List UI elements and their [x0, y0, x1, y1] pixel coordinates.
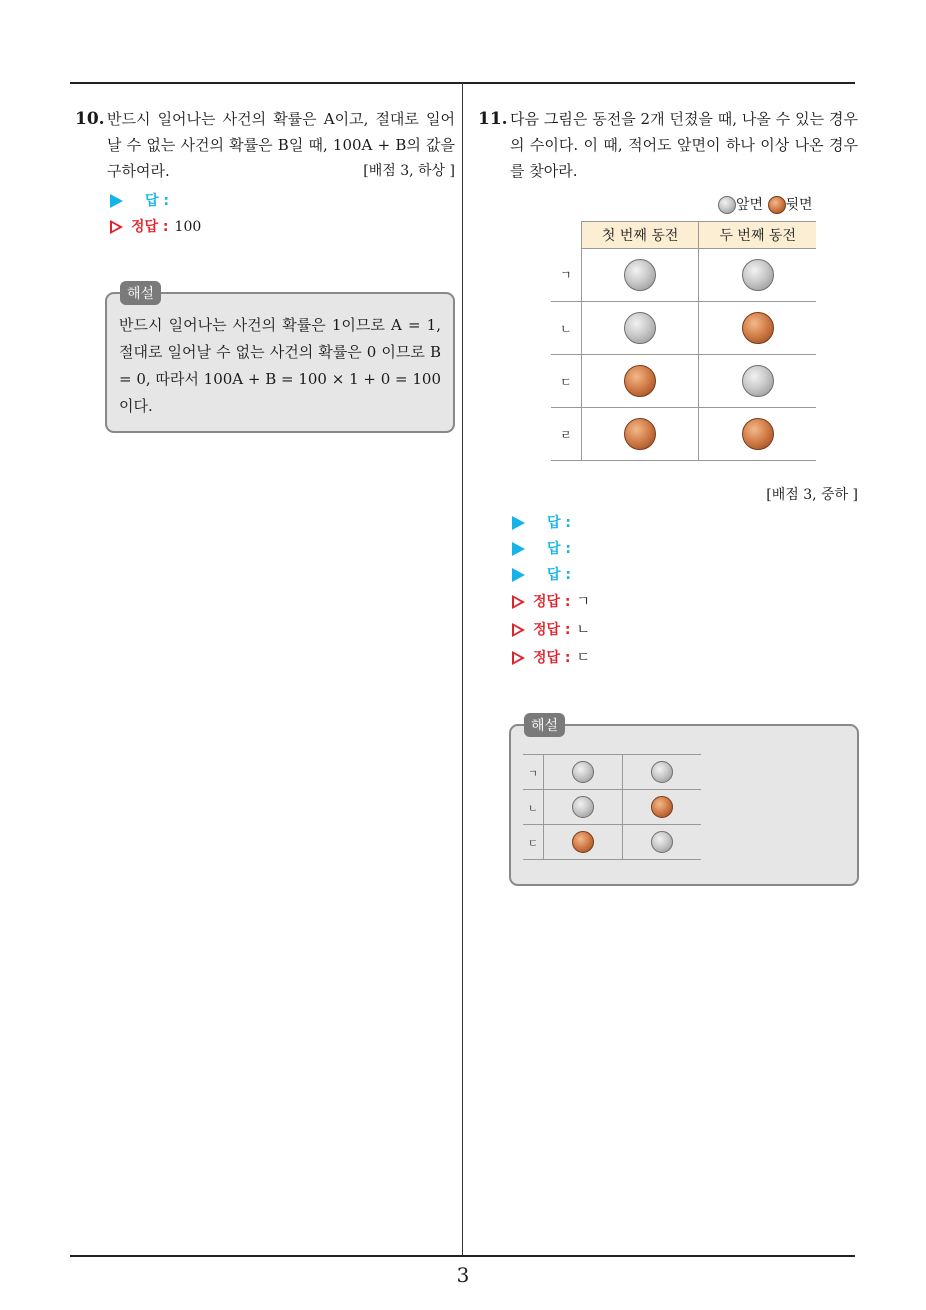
- coin-cell-first: [544, 755, 623, 790]
- play-icon: [110, 194, 123, 208]
- back-coin-icon: [651, 796, 673, 818]
- back-coin-icon: [624, 418, 656, 450]
- coin-cell-second: [699, 302, 816, 355]
- coin-cell-second: [699, 355, 816, 408]
- q11-explanation-box: [509, 724, 859, 886]
- explanation-tab: 해설: [524, 713, 565, 737]
- table-row: [523, 755, 701, 790]
- score-label: [배점 3, 중하 ]: [766, 487, 858, 503]
- row-label: ㄱ: [551, 249, 581, 302]
- front-coin-icon: [742, 259, 774, 291]
- correct-answer-line: 정답 : ㄴ: [512, 616, 852, 644]
- table-row: [551, 302, 816, 355]
- outline-triangle-icon: [512, 595, 525, 609]
- row-label: ㄱ: [523, 755, 544, 790]
- play-icon: [512, 568, 525, 582]
- table-row: [523, 825, 701, 860]
- q11-answer-area: [512, 510, 852, 672]
- coin-cell-second: [623, 755, 702, 790]
- explanation-tab: 해설: [120, 281, 161, 305]
- coin-cell-first: [544, 790, 623, 825]
- coin-legend: 앞면 뒷면: [718, 194, 813, 214]
- coin-cell-first: [581, 355, 699, 408]
- correct-answer-line: 정답 : 100: [110, 214, 450, 240]
- question-number: 10.: [75, 109, 105, 129]
- coin-cell-second: [699, 408, 816, 461]
- back-coin-icon: [742, 418, 774, 450]
- coin-cell-second: [699, 249, 816, 302]
- question-text: 다음 그림은 동전을 2개 던졌을 때, 나올 수 있는 경우의 수이다. 이 때, 적어도 앞면이 하나 이상 나온 경우를 찾아라.: [510, 110, 858, 180]
- answer-line[interactable]: 답 :: [110, 188, 450, 214]
- coin-cell-first: [581, 408, 699, 461]
- back-coin-icon: [768, 196, 786, 214]
- table-header-second: 두 번째 동전: [699, 222, 816, 249]
- row-label: ㄴ: [523, 790, 544, 825]
- coin-cell-first: [581, 249, 699, 302]
- play-icon: [512, 542, 525, 556]
- outline-triangle-icon: [512, 651, 525, 665]
- question-11: [478, 106, 858, 184]
- answer-line[interactable]: 답 :: [512, 562, 852, 588]
- row-label: ㄹ: [551, 408, 581, 461]
- front-coin-icon: [572, 761, 594, 783]
- play-icon: [512, 516, 525, 530]
- front-coin-icon: [624, 259, 656, 291]
- table-row: [551, 355, 816, 408]
- correct-answer-line: 정답 : ㄷ: [512, 644, 852, 672]
- row-label: ㄷ: [551, 355, 581, 408]
- row-label: ㄴ: [551, 302, 581, 355]
- outline-triangle-icon: [512, 623, 525, 637]
- page-number: 3: [456, 1263, 470, 1287]
- coin-table: [551, 221, 816, 461]
- outline-triangle-icon: [110, 220, 123, 234]
- table-row: [551, 408, 816, 461]
- front-coin-icon: [718, 196, 736, 214]
- table-row: [551, 249, 816, 302]
- front-coin-icon: [572, 796, 594, 818]
- answer-line[interactable]: 답 :: [512, 536, 852, 562]
- front-coin-icon: [651, 761, 673, 783]
- q10-explanation-box: [105, 292, 455, 433]
- question-number: 11.: [478, 109, 508, 129]
- question-10: [75, 106, 455, 184]
- question-text: 반드시 일어나는 사건의 확률은 A이고, 절대로 일어날 수 없는 사건의 확률은 B일 때, 100A + B의 값을 구하여라. [배점 3, 하상 ]: [75, 106, 455, 184]
- answer-line[interactable]: 답 :: [512, 510, 852, 536]
- front-coin-icon: [651, 831, 673, 853]
- explanation-text: 반드시 일어나는 사건의 확률은 1이므로 A = 1, 절대로 일어날 수 없는 사건의 확률은 0 이므로 B = 0, 따라서 100A + B = 100 × 1 + 0 = 100 이다.: [119, 316, 442, 415]
- back-coin-icon: [572, 831, 594, 853]
- row-label: ㄷ: [523, 825, 544, 860]
- table-header-first: 첫 번째 동전: [581, 222, 699, 249]
- coin-cell-first: [581, 302, 699, 355]
- score-label: [배점 3, 하상 ]: [363, 163, 455, 179]
- coin-table-body: [551, 249, 816, 461]
- front-coin-icon: [624, 312, 656, 344]
- bottom-rule: [70, 1255, 855, 1257]
- table-row: [523, 790, 701, 825]
- front-coin-icon: [742, 365, 774, 397]
- correct-answer-line: 정답 : ㄱ: [512, 588, 852, 616]
- explanation-coin-table: [523, 754, 701, 860]
- coin-cell-first: [544, 825, 623, 860]
- back-coin-icon: [624, 365, 656, 397]
- coin-cell-second: [623, 825, 702, 860]
- back-coin-icon: [742, 312, 774, 344]
- q10-answer-area: [110, 188, 450, 240]
- column-divider: [462, 82, 463, 1255]
- coin-cell-second: [623, 790, 702, 825]
